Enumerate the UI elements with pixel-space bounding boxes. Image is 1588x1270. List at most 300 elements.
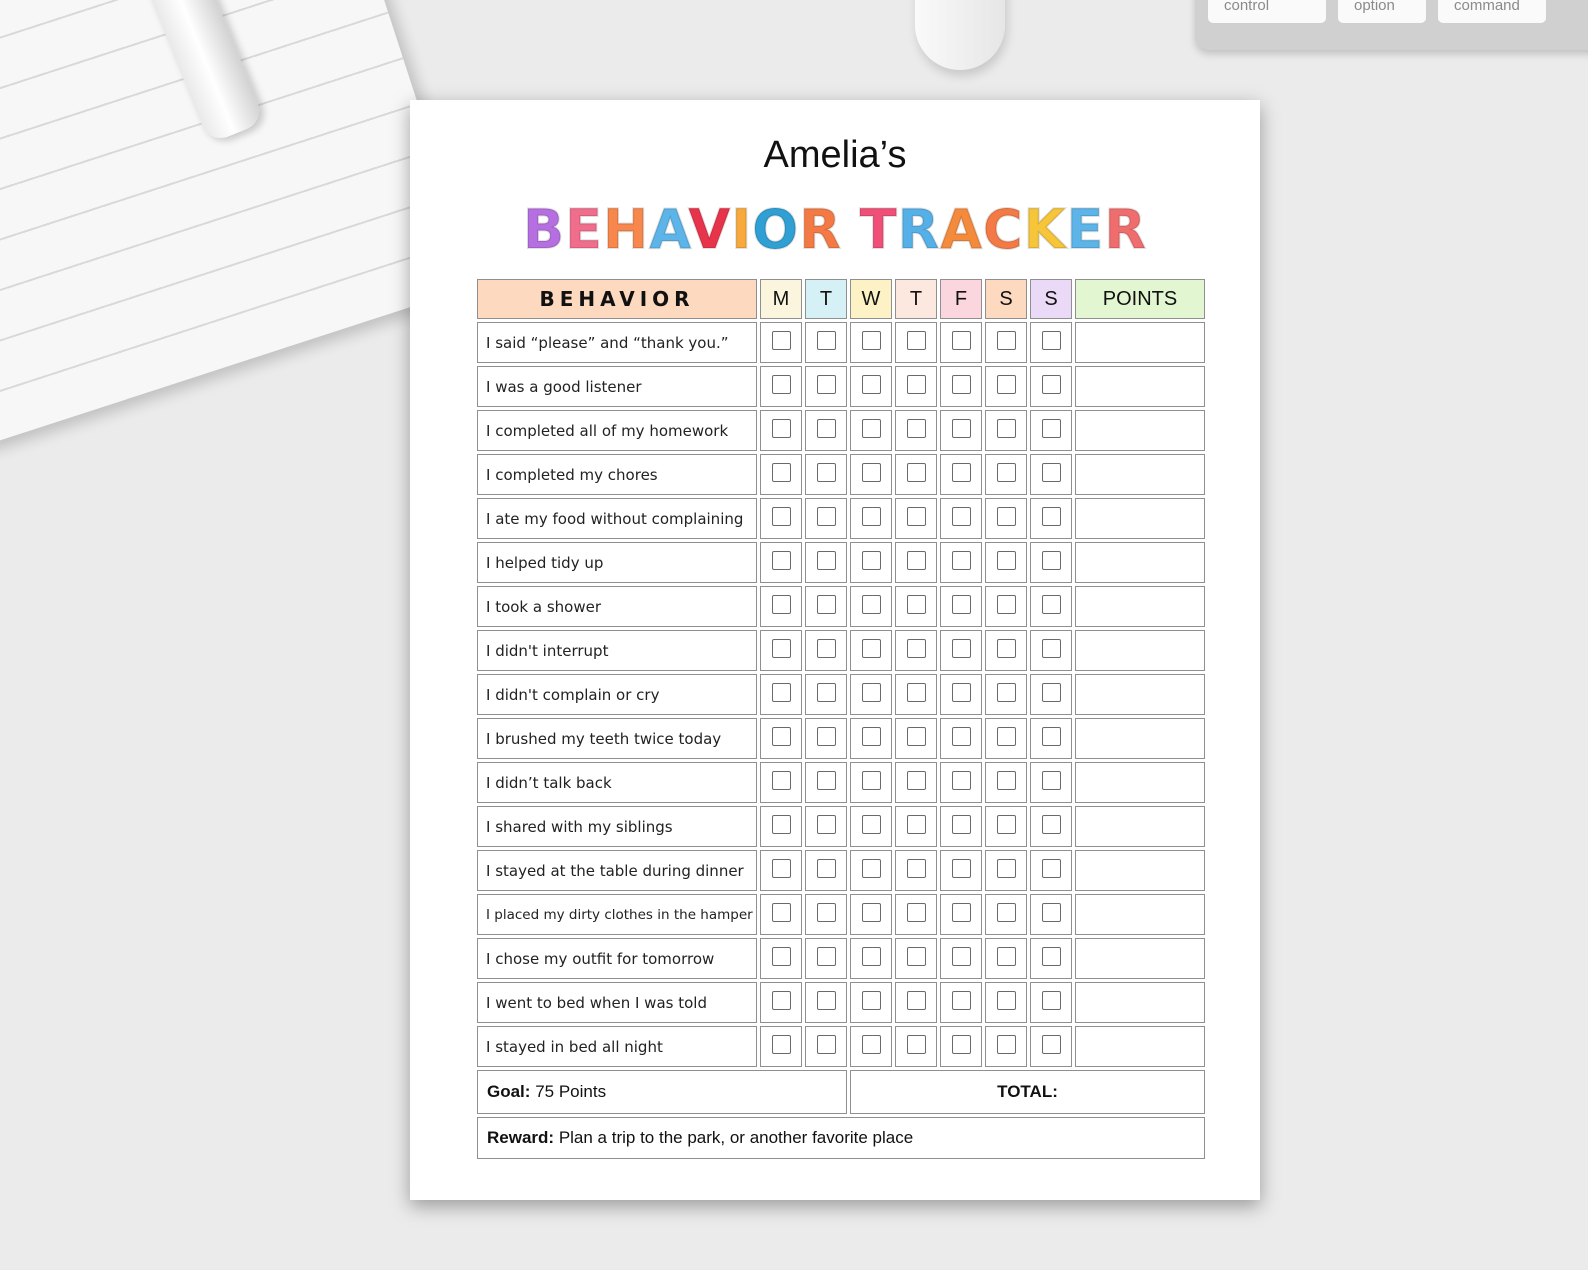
day-checkbox[interactable] — [952, 947, 971, 966]
day-checkbox[interactable] — [907, 551, 926, 570]
day-checkbox[interactable] — [1042, 639, 1061, 658]
day-cell — [940, 806, 982, 847]
day-column-header: S — [1030, 279, 1072, 319]
keyboard — [1195, 0, 1588, 50]
day-cell — [805, 762, 847, 803]
day-cell — [760, 718, 802, 759]
day-checkbox[interactable] — [907, 463, 926, 482]
computer-mouse — [915, 0, 1005, 70]
day-checkbox[interactable] — [862, 947, 881, 966]
day-checkbox[interactable] — [817, 463, 836, 482]
day-cell — [760, 586, 802, 627]
day-cell — [985, 542, 1027, 583]
day-cell — [760, 498, 802, 539]
day-cell — [850, 806, 892, 847]
day-cell — [985, 1026, 1027, 1067]
day-cell — [850, 322, 892, 363]
day-checkbox[interactable] — [817, 595, 836, 614]
behavior-label: I brushed my teeth twice today — [477, 718, 757, 759]
day-cell — [940, 982, 982, 1023]
day-cell — [805, 586, 847, 627]
day-checkbox[interactable] — [772, 375, 791, 394]
behavior-label: I placed my dirty clothes in the hamper — [477, 894, 757, 935]
points-cell[interactable] — [1075, 938, 1205, 979]
day-checkbox[interactable] — [952, 639, 971, 658]
day-cell — [850, 674, 892, 715]
day-checkbox[interactable] — [997, 771, 1016, 790]
day-cell — [895, 674, 937, 715]
day-cell — [805, 850, 847, 891]
day-checkbox[interactable] — [952, 903, 971, 922]
day-cell — [940, 674, 982, 715]
day-cell — [940, 366, 982, 407]
title-letter: V — [688, 198, 732, 261]
day-cell — [940, 1026, 982, 1067]
goal-label: Goal: — [487, 1082, 531, 1101]
day-cell — [850, 850, 892, 891]
day-checkbox[interactable] — [952, 507, 971, 526]
day-checkbox[interactable] — [772, 595, 791, 614]
day-cell — [940, 410, 982, 451]
keyboard-key-option: option — [1337, 0, 1427, 24]
day-checkbox[interactable] — [862, 463, 881, 482]
day-checkbox[interactable] — [772, 859, 791, 878]
day-checkbox[interactable] — [952, 991, 971, 1010]
day-checkbox[interactable] — [952, 683, 971, 702]
day-checkbox[interactable] — [772, 331, 791, 350]
day-cell — [805, 982, 847, 1023]
day-cell — [760, 762, 802, 803]
day-checkbox[interactable] — [1042, 595, 1061, 614]
day-checkbox[interactable] — [997, 463, 1016, 482]
day-cell — [895, 366, 937, 407]
day-cell — [1030, 674, 1072, 715]
day-cell — [985, 894, 1027, 935]
keyboard-key-command: command — [1437, 0, 1547, 24]
day-checkbox[interactable] — [907, 419, 926, 438]
title-letter: R — [897, 198, 941, 261]
day-checkbox[interactable] — [1042, 507, 1061, 526]
points-cell[interactable] — [1075, 322, 1205, 363]
day-cell — [760, 410, 802, 451]
day-checkbox[interactable] — [952, 1035, 971, 1054]
day-cell — [760, 542, 802, 583]
behavior-label: I shared with my siblings — [477, 806, 757, 847]
day-checkbox[interactable] — [817, 419, 836, 438]
day-checkbox[interactable] — [862, 727, 881, 746]
day-checkbox[interactable] — [1042, 683, 1061, 702]
points-cell[interactable] — [1075, 586, 1205, 627]
day-checkbox[interactable] — [952, 463, 971, 482]
behavior-label: I ate my food without complaining — [477, 498, 757, 539]
points-cell[interactable] — [1075, 498, 1205, 539]
day-cell — [1030, 1026, 1072, 1067]
behavior-row — [477, 542, 1205, 583]
day-cell — [760, 850, 802, 891]
day-checkbox[interactable] — [1042, 375, 1061, 394]
title-letter: A — [649, 198, 689, 261]
day-cell — [760, 982, 802, 1023]
points-cell[interactable] — [1075, 762, 1205, 803]
day-cell — [985, 982, 1027, 1023]
behavior-row — [477, 1026, 1205, 1067]
day-cell — [895, 894, 937, 935]
day-checkbox[interactable] — [817, 771, 836, 790]
day-checkbox[interactable] — [772, 507, 791, 526]
day-cell — [895, 410, 937, 451]
behavior-label: I said “please” and “thank you.” — [477, 322, 757, 363]
day-cell — [985, 630, 1027, 671]
day-cell — [895, 938, 937, 979]
day-cell — [1030, 850, 1072, 891]
day-checkbox[interactable] — [997, 331, 1016, 350]
behavior-label: I helped tidy up — [477, 542, 757, 583]
day-checkbox[interactable] — [1042, 991, 1061, 1010]
day-checkbox[interactable] — [952, 771, 971, 790]
title-letter: B — [522, 198, 566, 261]
day-checkbox[interactable] — [997, 1035, 1016, 1054]
day-checkbox[interactable] — [862, 991, 881, 1010]
day-cell — [850, 762, 892, 803]
day-checkbox[interactable] — [862, 331, 881, 350]
day-checkbox[interactable] — [772, 683, 791, 702]
day-cell — [895, 850, 937, 891]
day-cell — [760, 806, 802, 847]
day-cell — [850, 586, 892, 627]
day-cell — [985, 806, 1027, 847]
day-cell — [850, 630, 892, 671]
day-cell — [940, 498, 982, 539]
day-checkbox[interactable] — [862, 815, 881, 834]
day-checkbox[interactable] — [907, 771, 926, 790]
behavior-row — [477, 982, 1205, 1023]
day-cell — [760, 1026, 802, 1067]
behavior-label: I didn't interrupt — [477, 630, 757, 671]
goal-value: 75 Points — [535, 1082, 607, 1101]
day-checkbox[interactable] — [907, 815, 926, 834]
day-cell — [895, 542, 937, 583]
day-cell — [1030, 586, 1072, 627]
day-checkbox[interactable] — [862, 595, 881, 614]
points-column-header: POINTS — [1075, 279, 1205, 319]
goal-cell — [477, 1070, 847, 1114]
day-checkbox[interactable] — [862, 419, 881, 438]
day-checkbox[interactable] — [907, 375, 926, 394]
day-checkbox[interactable] — [907, 947, 926, 966]
keyboard-key-control: control — [1207, 0, 1327, 24]
day-cell — [760, 366, 802, 407]
title-letter: E — [1066, 198, 1105, 261]
day-cell — [805, 894, 847, 935]
day-cell — [850, 454, 892, 495]
behavior-row — [477, 322, 1205, 363]
day-cell — [940, 542, 982, 583]
day-cell — [760, 894, 802, 935]
day-checkbox[interactable] — [862, 507, 881, 526]
day-checkbox[interactable] — [997, 419, 1016, 438]
day-cell — [895, 498, 937, 539]
day-checkbox[interactable] — [817, 991, 836, 1010]
day-cell — [940, 718, 982, 759]
day-cell — [895, 586, 937, 627]
day-checkbox[interactable] — [817, 903, 836, 922]
day-checkbox[interactable] — [862, 639, 881, 658]
day-checkbox[interactable] — [952, 727, 971, 746]
day-cell — [805, 498, 847, 539]
day-cell — [850, 498, 892, 539]
behavior-table — [474, 276, 1208, 1162]
day-checkbox[interactable] — [862, 375, 881, 394]
day-cell — [1030, 322, 1072, 363]
day-checkbox[interactable] — [997, 375, 1016, 394]
day-checkbox[interactable] — [997, 727, 1016, 746]
day-column-header: F — [940, 279, 982, 319]
day-cell — [985, 410, 1027, 451]
day-checkbox[interactable] — [1042, 815, 1061, 834]
day-cell — [850, 938, 892, 979]
day-checkbox[interactable] — [772, 815, 791, 834]
day-checkbox[interactable] — [907, 1035, 926, 1054]
points-cell[interactable] — [1075, 850, 1205, 891]
day-checkbox[interactable] — [907, 595, 926, 614]
day-checkbox[interactable] — [1042, 551, 1061, 570]
title-letter: T — [859, 198, 898, 261]
day-cell — [1030, 542, 1072, 583]
day-checkbox[interactable] — [1042, 947, 1061, 966]
day-checkbox[interactable] — [862, 903, 881, 922]
points-cell[interactable] — [1075, 542, 1205, 583]
day-column-header: T — [895, 279, 937, 319]
behavior-row — [477, 850, 1205, 891]
day-cell — [895, 1026, 937, 1067]
day-checkbox[interactable] — [997, 595, 1016, 614]
points-cell[interactable] — [1075, 1026, 1205, 1067]
day-cell — [985, 938, 1027, 979]
day-cell — [985, 850, 1027, 891]
behavior-row — [477, 674, 1205, 715]
day-cell — [940, 630, 982, 671]
behavior-row — [477, 762, 1205, 803]
day-checkbox[interactable] — [1042, 463, 1061, 482]
day-checkbox[interactable] — [997, 991, 1016, 1010]
table-header-row — [477, 279, 1205, 319]
day-checkbox[interactable] — [772, 903, 791, 922]
day-cell — [940, 586, 982, 627]
behavior-row — [477, 498, 1205, 539]
day-cell — [850, 366, 892, 407]
day-checkbox[interactable] — [817, 331, 836, 350]
day-cell — [1030, 630, 1072, 671]
points-cell[interactable] — [1075, 630, 1205, 671]
day-cell — [1030, 454, 1072, 495]
day-cell — [985, 674, 1027, 715]
day-cell — [805, 718, 847, 759]
title-letter: I — [731, 198, 753, 261]
behavior-column-header: BEHAVIOR — [477, 279, 757, 319]
day-checkbox[interactable] — [817, 727, 836, 746]
behavior-row — [477, 938, 1205, 979]
day-cell — [985, 718, 1027, 759]
day-checkbox[interactable] — [817, 1035, 836, 1054]
day-checkbox[interactable] — [817, 551, 836, 570]
day-cell — [1030, 982, 1072, 1023]
day-checkbox[interactable] — [772, 1035, 791, 1054]
day-cell — [1030, 762, 1072, 803]
behavior-label: I went to bed when I was told — [477, 982, 757, 1023]
day-checkbox[interactable] — [772, 771, 791, 790]
day-cell — [895, 630, 937, 671]
day-checkbox[interactable] — [997, 815, 1016, 834]
day-cell — [805, 542, 847, 583]
day-checkbox[interactable] — [817, 639, 836, 658]
day-checkbox[interactable] — [862, 1035, 881, 1054]
day-cell — [895, 322, 937, 363]
behavior-row — [477, 718, 1205, 759]
day-checkbox[interactable] — [907, 331, 926, 350]
day-checkbox[interactable] — [952, 595, 971, 614]
day-checkbox[interactable] — [907, 903, 926, 922]
day-checkbox[interactable] — [952, 331, 971, 350]
day-cell — [805, 410, 847, 451]
reward-label: Reward: — [487, 1128, 555, 1147]
day-cell — [895, 718, 937, 759]
title-letter: C — [983, 198, 1024, 261]
day-checkbox[interactable] — [817, 859, 836, 878]
day-checkbox[interactable] — [772, 551, 791, 570]
behavior-label: I was a good listener — [477, 366, 757, 407]
sheet-title — [410, 198, 1260, 261]
day-cell — [895, 762, 937, 803]
day-cell — [760, 322, 802, 363]
day-checkbox[interactable] — [907, 991, 926, 1010]
behavior-label: I chose my outfit for tomorrow — [477, 938, 757, 979]
points-cell[interactable] — [1075, 454, 1205, 495]
points-cell[interactable] — [1075, 894, 1205, 935]
day-checkbox[interactable] — [997, 507, 1016, 526]
day-checkbox[interactable] — [907, 859, 926, 878]
behavior-row — [477, 366, 1205, 407]
points-cell[interactable] — [1075, 982, 1205, 1023]
day-checkbox[interactable] — [907, 507, 926, 526]
day-checkbox[interactable] — [817, 815, 836, 834]
title-letter: E — [565, 198, 604, 261]
day-cell — [850, 410, 892, 451]
title-letter: O — [752, 198, 800, 261]
day-cell — [1030, 410, 1072, 451]
day-checkbox[interactable] — [997, 639, 1016, 658]
day-checkbox[interactable] — [997, 683, 1016, 702]
day-column-header: T — [805, 279, 847, 319]
day-cell — [1030, 366, 1072, 407]
day-cell — [1030, 718, 1072, 759]
day-checkbox[interactable] — [817, 683, 836, 702]
day-checkbox[interactable] — [772, 463, 791, 482]
behavior-row — [477, 806, 1205, 847]
day-cell — [940, 894, 982, 935]
day-cell — [760, 630, 802, 671]
title-letter: H — [603, 198, 650, 261]
day-cell — [985, 586, 1027, 627]
day-checkbox[interactable] — [772, 991, 791, 1010]
day-checkbox[interactable] — [997, 947, 1016, 966]
day-checkbox[interactable] — [862, 859, 881, 878]
day-checkbox[interactable] — [907, 727, 926, 746]
day-checkbox[interactable] — [1042, 903, 1061, 922]
points-cell[interactable] — [1075, 410, 1205, 451]
day-checkbox[interactable] — [907, 639, 926, 658]
day-checkbox[interactable] — [952, 859, 971, 878]
reward-cell — [477, 1117, 1205, 1159]
behavior-label: I completed my chores — [477, 454, 757, 495]
title-letter: A — [940, 198, 984, 261]
day-cell — [760, 454, 802, 495]
day-cell — [895, 806, 937, 847]
day-checkbox[interactable] — [1042, 1035, 1061, 1054]
day-cell — [850, 718, 892, 759]
day-checkbox[interactable] — [772, 727, 791, 746]
day-checkbox[interactable] — [997, 903, 1016, 922]
day-checkbox[interactable] — [1042, 859, 1061, 878]
day-checkbox[interactable] — [817, 375, 836, 394]
day-cell — [1030, 806, 1072, 847]
day-cell — [805, 938, 847, 979]
day-checkbox[interactable] — [772, 419, 791, 438]
day-checkbox[interactable] — [862, 551, 881, 570]
day-cell — [1030, 938, 1072, 979]
day-checkbox[interactable] — [997, 859, 1016, 878]
day-cell — [850, 894, 892, 935]
behavior-label: I didn’t talk back — [477, 762, 757, 803]
behavior-row — [477, 630, 1205, 671]
reward-value: Plan a trip to the park, or another favorite place — [558, 1128, 914, 1147]
day-checkbox[interactable] — [772, 947, 791, 966]
day-checkbox[interactable] — [862, 771, 881, 790]
day-checkbox[interactable] — [1042, 727, 1061, 746]
title-letter: R — [1104, 198, 1147, 261]
points-cell[interactable] — [1075, 674, 1205, 715]
day-checkbox[interactable] — [997, 551, 1016, 570]
day-checkbox[interactable] — [907, 683, 926, 702]
day-checkbox[interactable] — [1042, 771, 1061, 790]
day-checkbox[interactable] — [862, 683, 881, 702]
day-column-header: M — [760, 279, 802, 319]
day-column-header: W — [850, 279, 892, 319]
points-cell[interactable] — [1075, 718, 1205, 759]
day-cell — [805, 366, 847, 407]
day-checkbox[interactable] — [1042, 331, 1061, 350]
day-checkbox[interactable] — [952, 419, 971, 438]
day-cell — [895, 982, 937, 1023]
behavior-row — [477, 894, 1205, 935]
day-column-header: S — [985, 279, 1027, 319]
day-checkbox[interactable] — [817, 947, 836, 966]
day-checkbox[interactable] — [772, 639, 791, 658]
behavior-row — [477, 586, 1205, 627]
day-checkbox[interactable] — [817, 507, 836, 526]
day-checkbox[interactable] — [1042, 419, 1061, 438]
points-cell[interactable] — [1075, 806, 1205, 847]
day-cell — [805, 454, 847, 495]
day-cell — [985, 454, 1027, 495]
goal-total-row — [477, 1070, 1205, 1114]
points-cell[interactable] — [1075, 366, 1205, 407]
day-cell — [985, 322, 1027, 363]
day-cell — [985, 498, 1027, 539]
behavior-label: I stayed at the table during dinner — [477, 850, 757, 891]
day-checkbox[interactable] — [952, 375, 971, 394]
day-checkbox[interactable] — [952, 551, 971, 570]
day-checkbox[interactable] — [952, 815, 971, 834]
